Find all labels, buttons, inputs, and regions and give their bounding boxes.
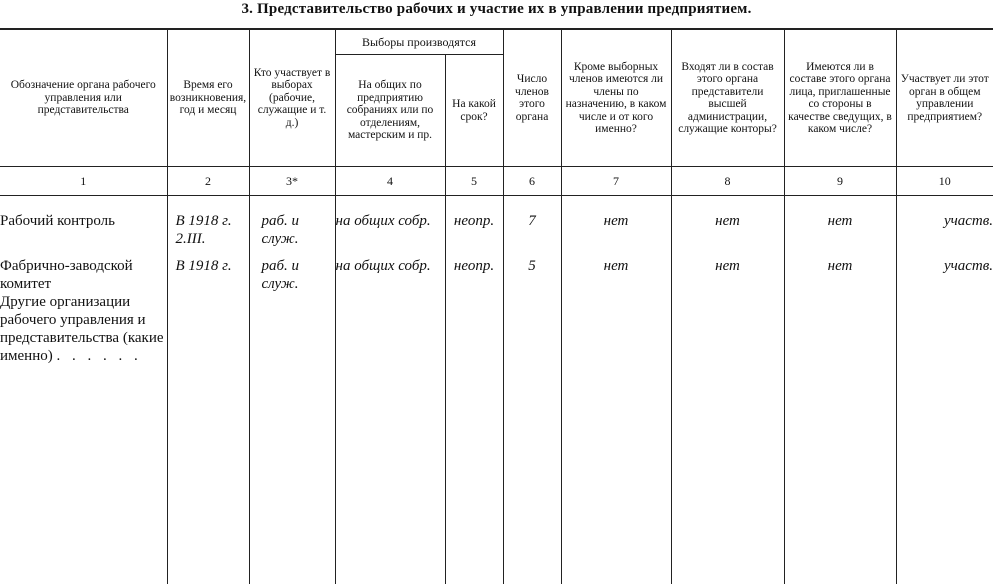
col-num: 7	[561, 167, 671, 196]
cell-where: на общих собр.	[335, 196, 445, 249]
leader-dots: . . . . . .	[56, 348, 142, 364]
row-label	[0, 293, 167, 584]
empty-cell	[671, 293, 784, 584]
row-label: Рабочий контроль	[0, 213, 116, 229]
col-10-header: Участвует ли этот орган в общем управлении предприятием?	[896, 29, 993, 167]
col-num: 6	[503, 167, 561, 196]
table-row	[0, 248, 993, 293]
cell-invited: нет	[784, 248, 896, 293]
col-2-header: Время его возникновения, год и месяц	[167, 29, 249, 167]
empty-cell	[249, 293, 335, 584]
col-num: 9	[784, 167, 896, 196]
empty-cell	[896, 293, 993, 584]
elections-group-header: Выборы производятся	[335, 29, 503, 55]
col-9-header: Имеются ли в составе этого органа лица, приглашенные со стороны в качестве сведущих, в каком числе?	[784, 29, 896, 167]
col-6-header: Число членов этого органа	[503, 29, 561, 167]
cell-time: В 1918 г.	[167, 248, 249, 293]
col-num: 10	[896, 167, 993, 196]
col-5-header: На какой срок?	[445, 55, 503, 167]
empty-cell	[503, 293, 561, 584]
col-3-header: Кто участвует в выборах (рабочие, служащие и т. д.)	[249, 29, 335, 167]
cell-where: на общих собр.	[335, 248, 445, 293]
cell-members: 5	[503, 248, 561, 293]
col-num: 3*	[249, 167, 335, 196]
col-num: 4	[335, 167, 445, 196]
col-1-header: Обозначение органа рабочего управления или представительства	[0, 29, 167, 167]
cell-who: раб. и служ.	[249, 248, 335, 293]
cell-term: неопр.	[445, 248, 503, 293]
cell-admin: нет	[671, 196, 784, 249]
cell-term: неопр.	[445, 196, 503, 249]
table-row	[0, 196, 993, 249]
cell-participates: участв.	[896, 248, 993, 293]
table-row	[0, 293, 993, 584]
row-label-text: Другие организации рабочего управления и представительства (какие именно)	[0, 294, 164, 364]
cell-who: раб. и служ.	[249, 196, 335, 249]
empty-cell	[561, 293, 671, 584]
col-num: 2	[167, 167, 249, 196]
cell-invited: нет	[784, 196, 896, 249]
col-8-header: Входят ли в состав этого органа представители высшей администрации, служащие конторы?	[671, 29, 784, 167]
cell-admin: нет	[671, 248, 784, 293]
empty-cell	[784, 293, 896, 584]
cell-appointed: нет	[561, 248, 671, 293]
row-label: Фабрично-заводской комитет	[0, 258, 133, 292]
col-num: 8	[671, 167, 784, 196]
table-title: 3. Представительство рабочих и участие их в управлении предприятием.	[241, 1, 752, 17]
cell-participates: участв.	[896, 196, 993, 249]
cell-time: В 1918 г. 2.III.	[167, 196, 249, 249]
col-4-header: На общих по предприятию собраниях или по отделениям, мастерским и пр.	[335, 55, 445, 167]
empty-cell	[167, 293, 249, 584]
col-num: 5	[445, 167, 503, 196]
col-num: 1	[0, 167, 167, 196]
representation-table	[0, 28, 993, 584]
empty-cell	[335, 293, 445, 584]
cell-appointed: нет	[561, 196, 671, 249]
col-7-header: Кроме выборных членов имеются ли члены по назначению, в каком числе и от кого именно?	[561, 29, 671, 167]
cell-members: 7	[503, 196, 561, 249]
empty-cell	[445, 293, 503, 584]
